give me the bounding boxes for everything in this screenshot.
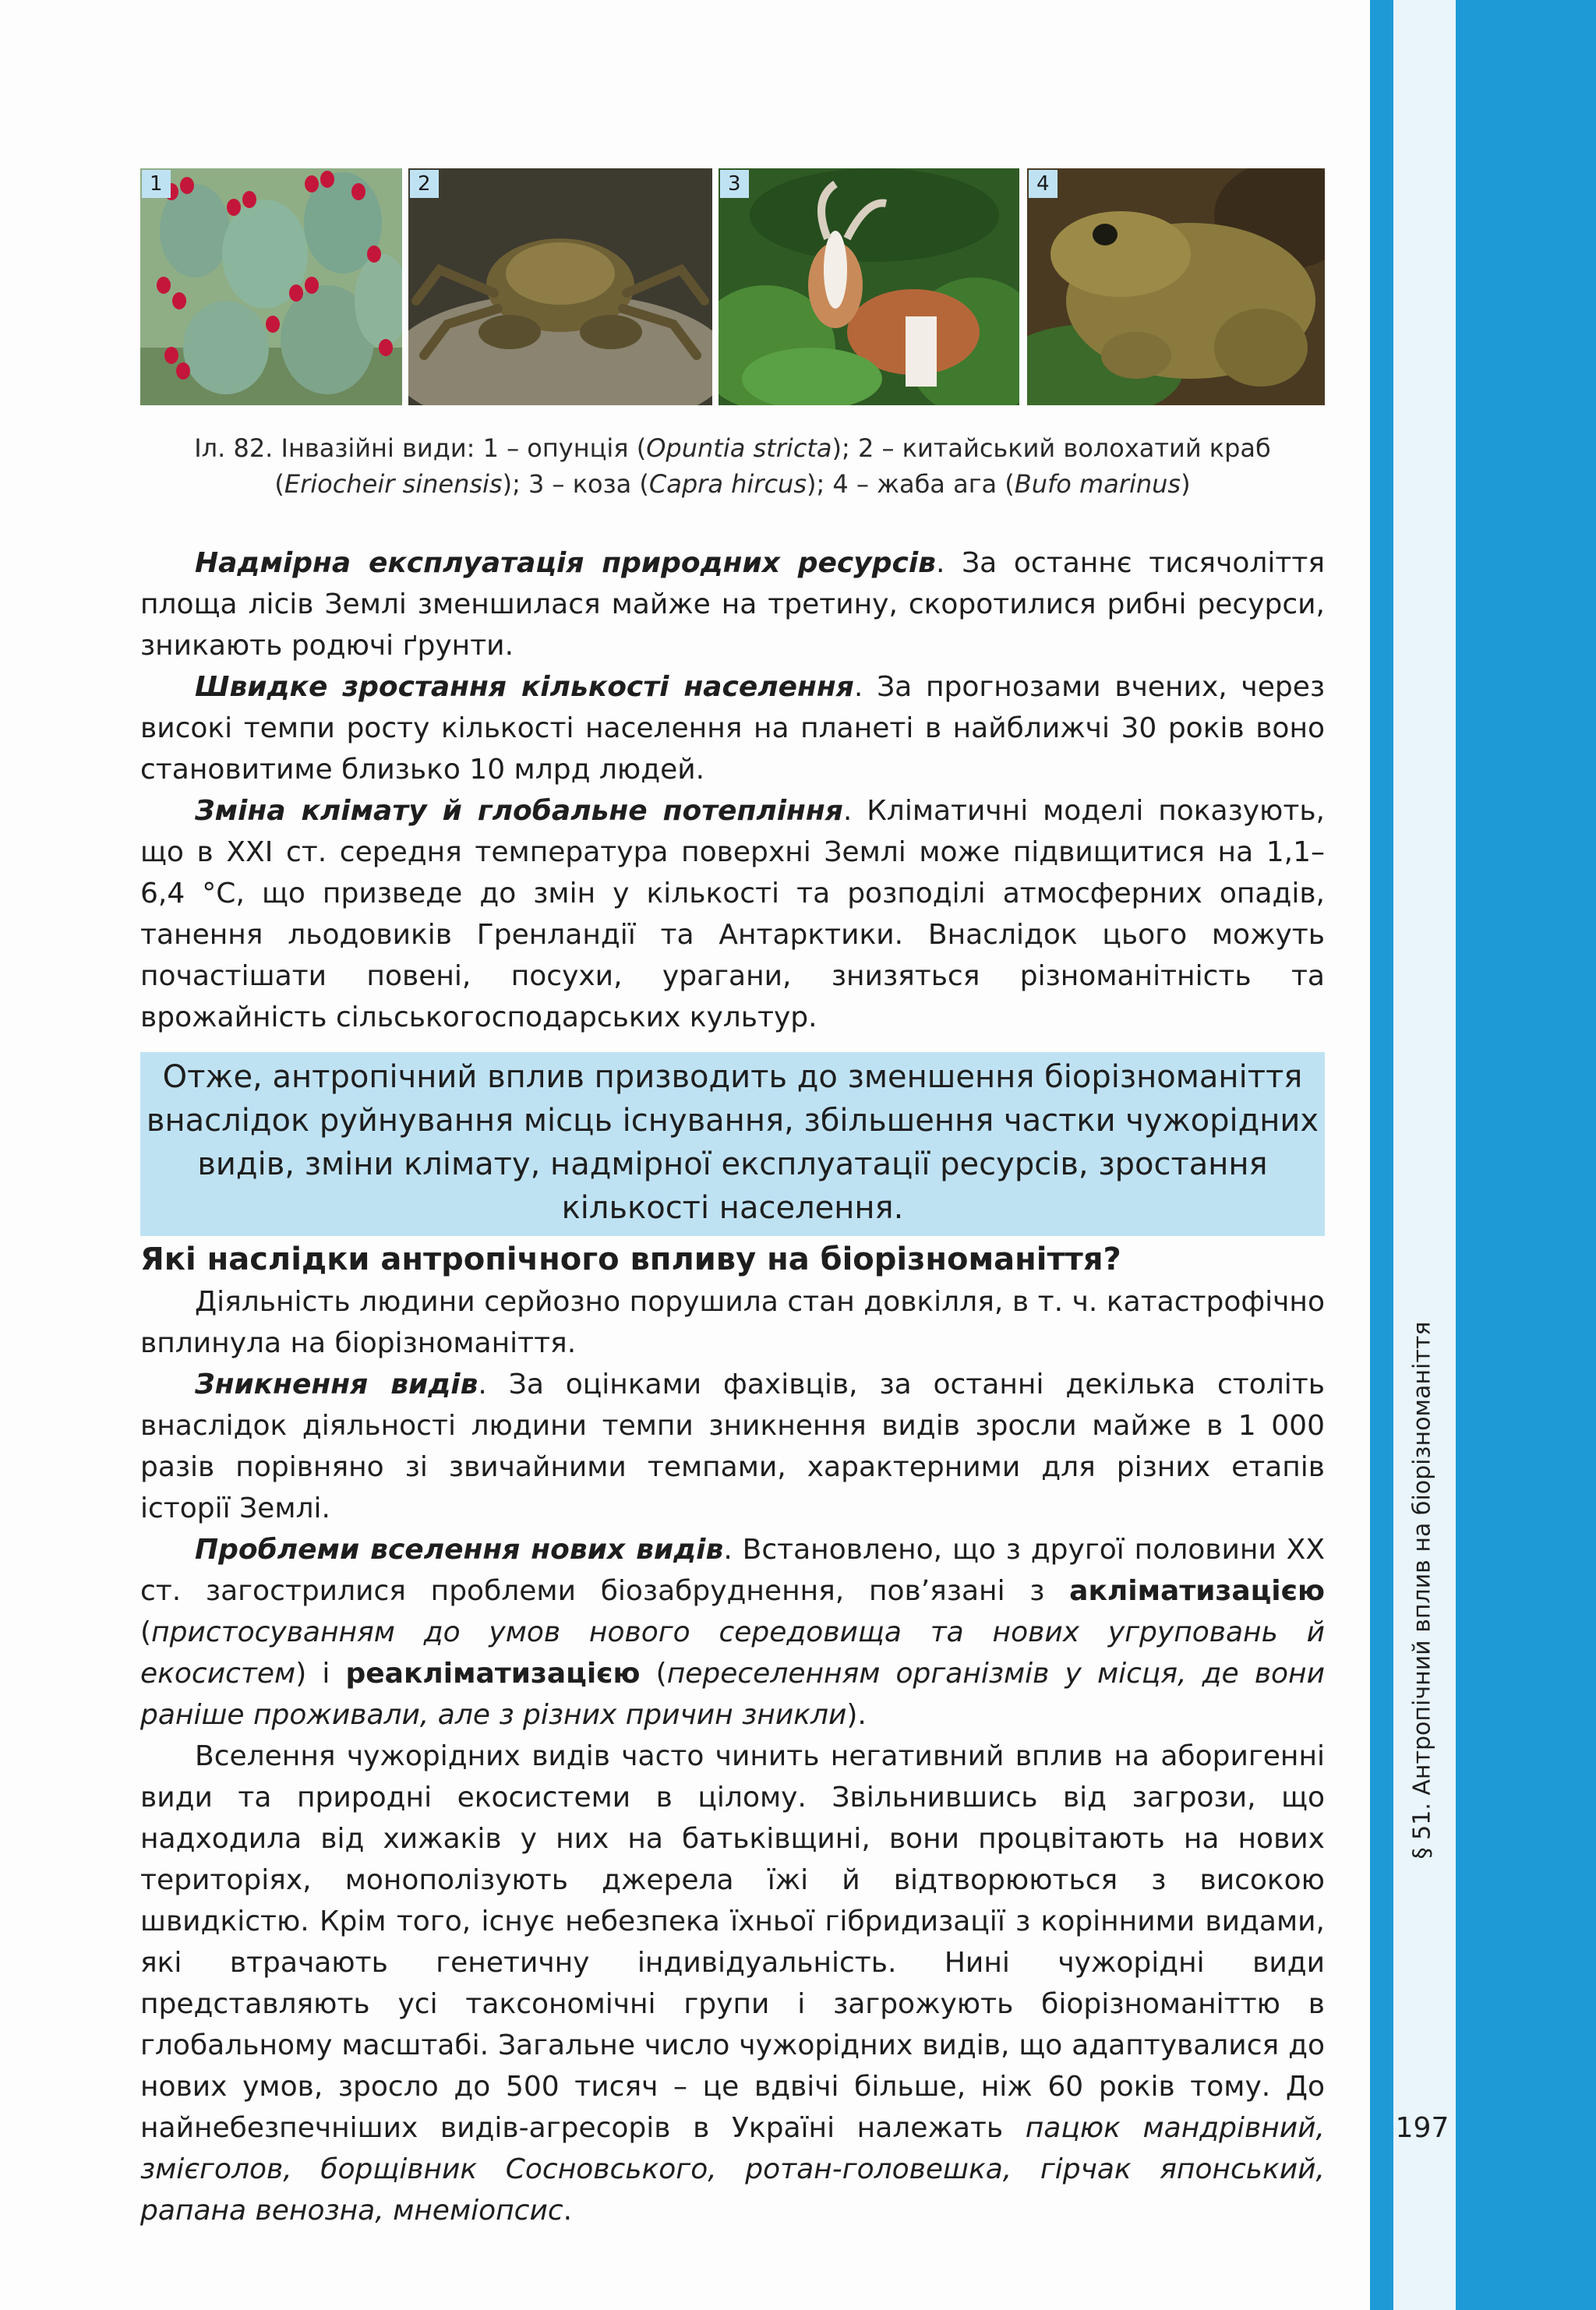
italic-definition: переселенням організмів у місця, де вони раніше проживали, але з різних причин зникли [140,1658,1325,1731]
section-heading: Які наслідки антропічного впливу на біорізноманіття? [140,1242,1121,1277]
italic-definition: пристосуванням до умов нового середовища та нових угруповань й екосистем [140,1616,1325,1690]
term: Надмірна експлуатація природних ресурсів [195,547,936,579]
goat-illustration [719,168,1019,405]
paragraph-invasion [140,1529,1325,1736]
paragraph-overexploitation [140,542,1325,666]
photo-opuntia [140,168,402,405]
caption-text: ) [1181,469,1191,499]
photo-number: 2 [410,170,439,198]
photo-number: 1 [142,170,171,198]
photo-number: 4 [1029,170,1058,198]
running-head-text: § 51. Антропічний вплив на біорізноманіття [1408,1321,1436,1859]
body-text-bottom [140,1281,1325,2231]
species-list: пацюк мандрівний, змієголов, борщівник Сосновського, ротан-головешка, гірчак японський, рапана венозна, мнеміопсис [140,2112,1326,2227]
figure-caption [140,430,1325,502]
crab-illustration [408,168,712,405]
paragraph-climate-change [140,790,1325,1038]
paragraph-text: . Кліматичні моделі показують, що в XXI ст. середня температура поверхні Землі може підвищитися на 1,1– 6,4 °С, що призведе до змін у кількості та розподілі атмосферних опадів, танення льодовиків Гренландії та Антарктики. Внаслідок цього можуть почастішати повені, посухи, урагани, знизяться різноманітність та врожайність сільськогосподарських культур. [140,795,1325,1033]
term: Швидке зростання кількості населення [195,671,854,703]
paragraph-text: ( [140,1616,152,1648]
paragraph-text: ( [640,1658,667,1690]
paragraph-text: . [563,2195,573,2227]
paragraph-text: . Встановлено, що з другої половини XX ст. загострилися проблеми біозабруднення, пов’язані з [140,1534,1325,1607]
caption-text: ); 4 – жаба ага ( [806,469,1015,499]
paragraph-text: Вселення чужорідних видів часто чинить негативний вплив на аборигенні види та природні екосистеми в цілому. Звільнившись від загрози, що надходила від хижаків у них на батьківщині, вони процвітають на нових територіях, монополізують джерела їжі й відтворюються з високою швидкістю. Крім того, існує небезпека їхньої гібридизації з корінними видами, які втрачають генетичну індивідуальність. Нині чужорідні види представляють усі таксономічні групи і загрожують біорізноманіттю в глобальному масштабі. Загальне число чужорідних видів, що адаптувалися до нових умов, зросло до 500 тисяч – це вдвічі більше, ніж 60 років тому. До найнебезпечніших видів-агресорів в Україні належать [140,1740,1325,2144]
bold-term: акліматизацією [1069,1575,1325,1607]
paragraph-text: . За оцінками фахівців, за останні декілька століть внаслідок діяльності людини темпи зникнення видів зросли майже в 1 000 разів порівняно зі звичайними темпами, характерними для різних етапів історії Землі. [140,1369,1325,1524]
term: Проблеми вселення нових видів [195,1534,724,1566]
margin-blue-band [1456,0,1596,2310]
caption-species: Bufo marinus [1014,469,1181,499]
paragraph-text: ). [846,1699,867,1731]
opuntia-illustration [140,168,402,405]
caption-species: Capra hircus [648,469,807,499]
paragraph-text: . За прогнозами вчених, через високі темпи росту кількості населення на планеті в найближчі 30 років воно становитиме близько 10 млрд людей. [140,671,1325,786]
paragraph-intro: Діяльність людини серйозно порушила стан довкілля, в т. ч. катастрофічно вплинула на біорізноманіття. [140,1286,1325,1359]
running-head [1395,1294,1449,1886]
photo-toad [1027,168,1325,405]
paragraph-text: ) і [295,1658,346,1690]
paragraph-alien-species [140,1736,1325,2231]
photo-number: 3 [720,170,749,198]
caption-text: ); 3 – коза ( [502,469,649,499]
margin-blue-stripe [1370,0,1393,2310]
caption-species: Eriocheir sinensis [284,469,503,499]
bold-term: реакліматизацією [345,1658,641,1690]
photo-crab [408,168,712,405]
caption-text: ); 2 – китайський волохатий краб ( [274,433,1271,499]
body-text-top [140,542,1325,1038]
page-number: 197 [1395,2112,1449,2144]
paragraph-extinction [140,1364,1325,1529]
summary-box [140,1052,1325,1236]
photo-goat [719,168,1019,405]
caption-text: Іл. 82. Інвазійні види: 1 – опунція ( [194,433,647,463]
caption-species: Opuntia stricta [646,433,832,463]
paragraph-population-growth [140,666,1325,790]
toad-illustration [1027,168,1325,405]
term: Зникнення видів [195,1369,478,1400]
paragraph-text: . За останнє тисячоліття площа лісів Землі зменшилася майже на третину, скоротилися рибні ресурси, зникають родючі ґрунти. [140,547,1325,662]
summary-text: Отже, антропічний вплив призводить до зменшення біорізноманіття внаслідок руйнування місць існування, збільшення частки чужорідних видів, зміни клімату, надмірної експлуатації ресурсів, зростання кількості населення. [146,1059,1319,1226]
term: Зміна клімату й глобальне потепління [195,795,843,827]
